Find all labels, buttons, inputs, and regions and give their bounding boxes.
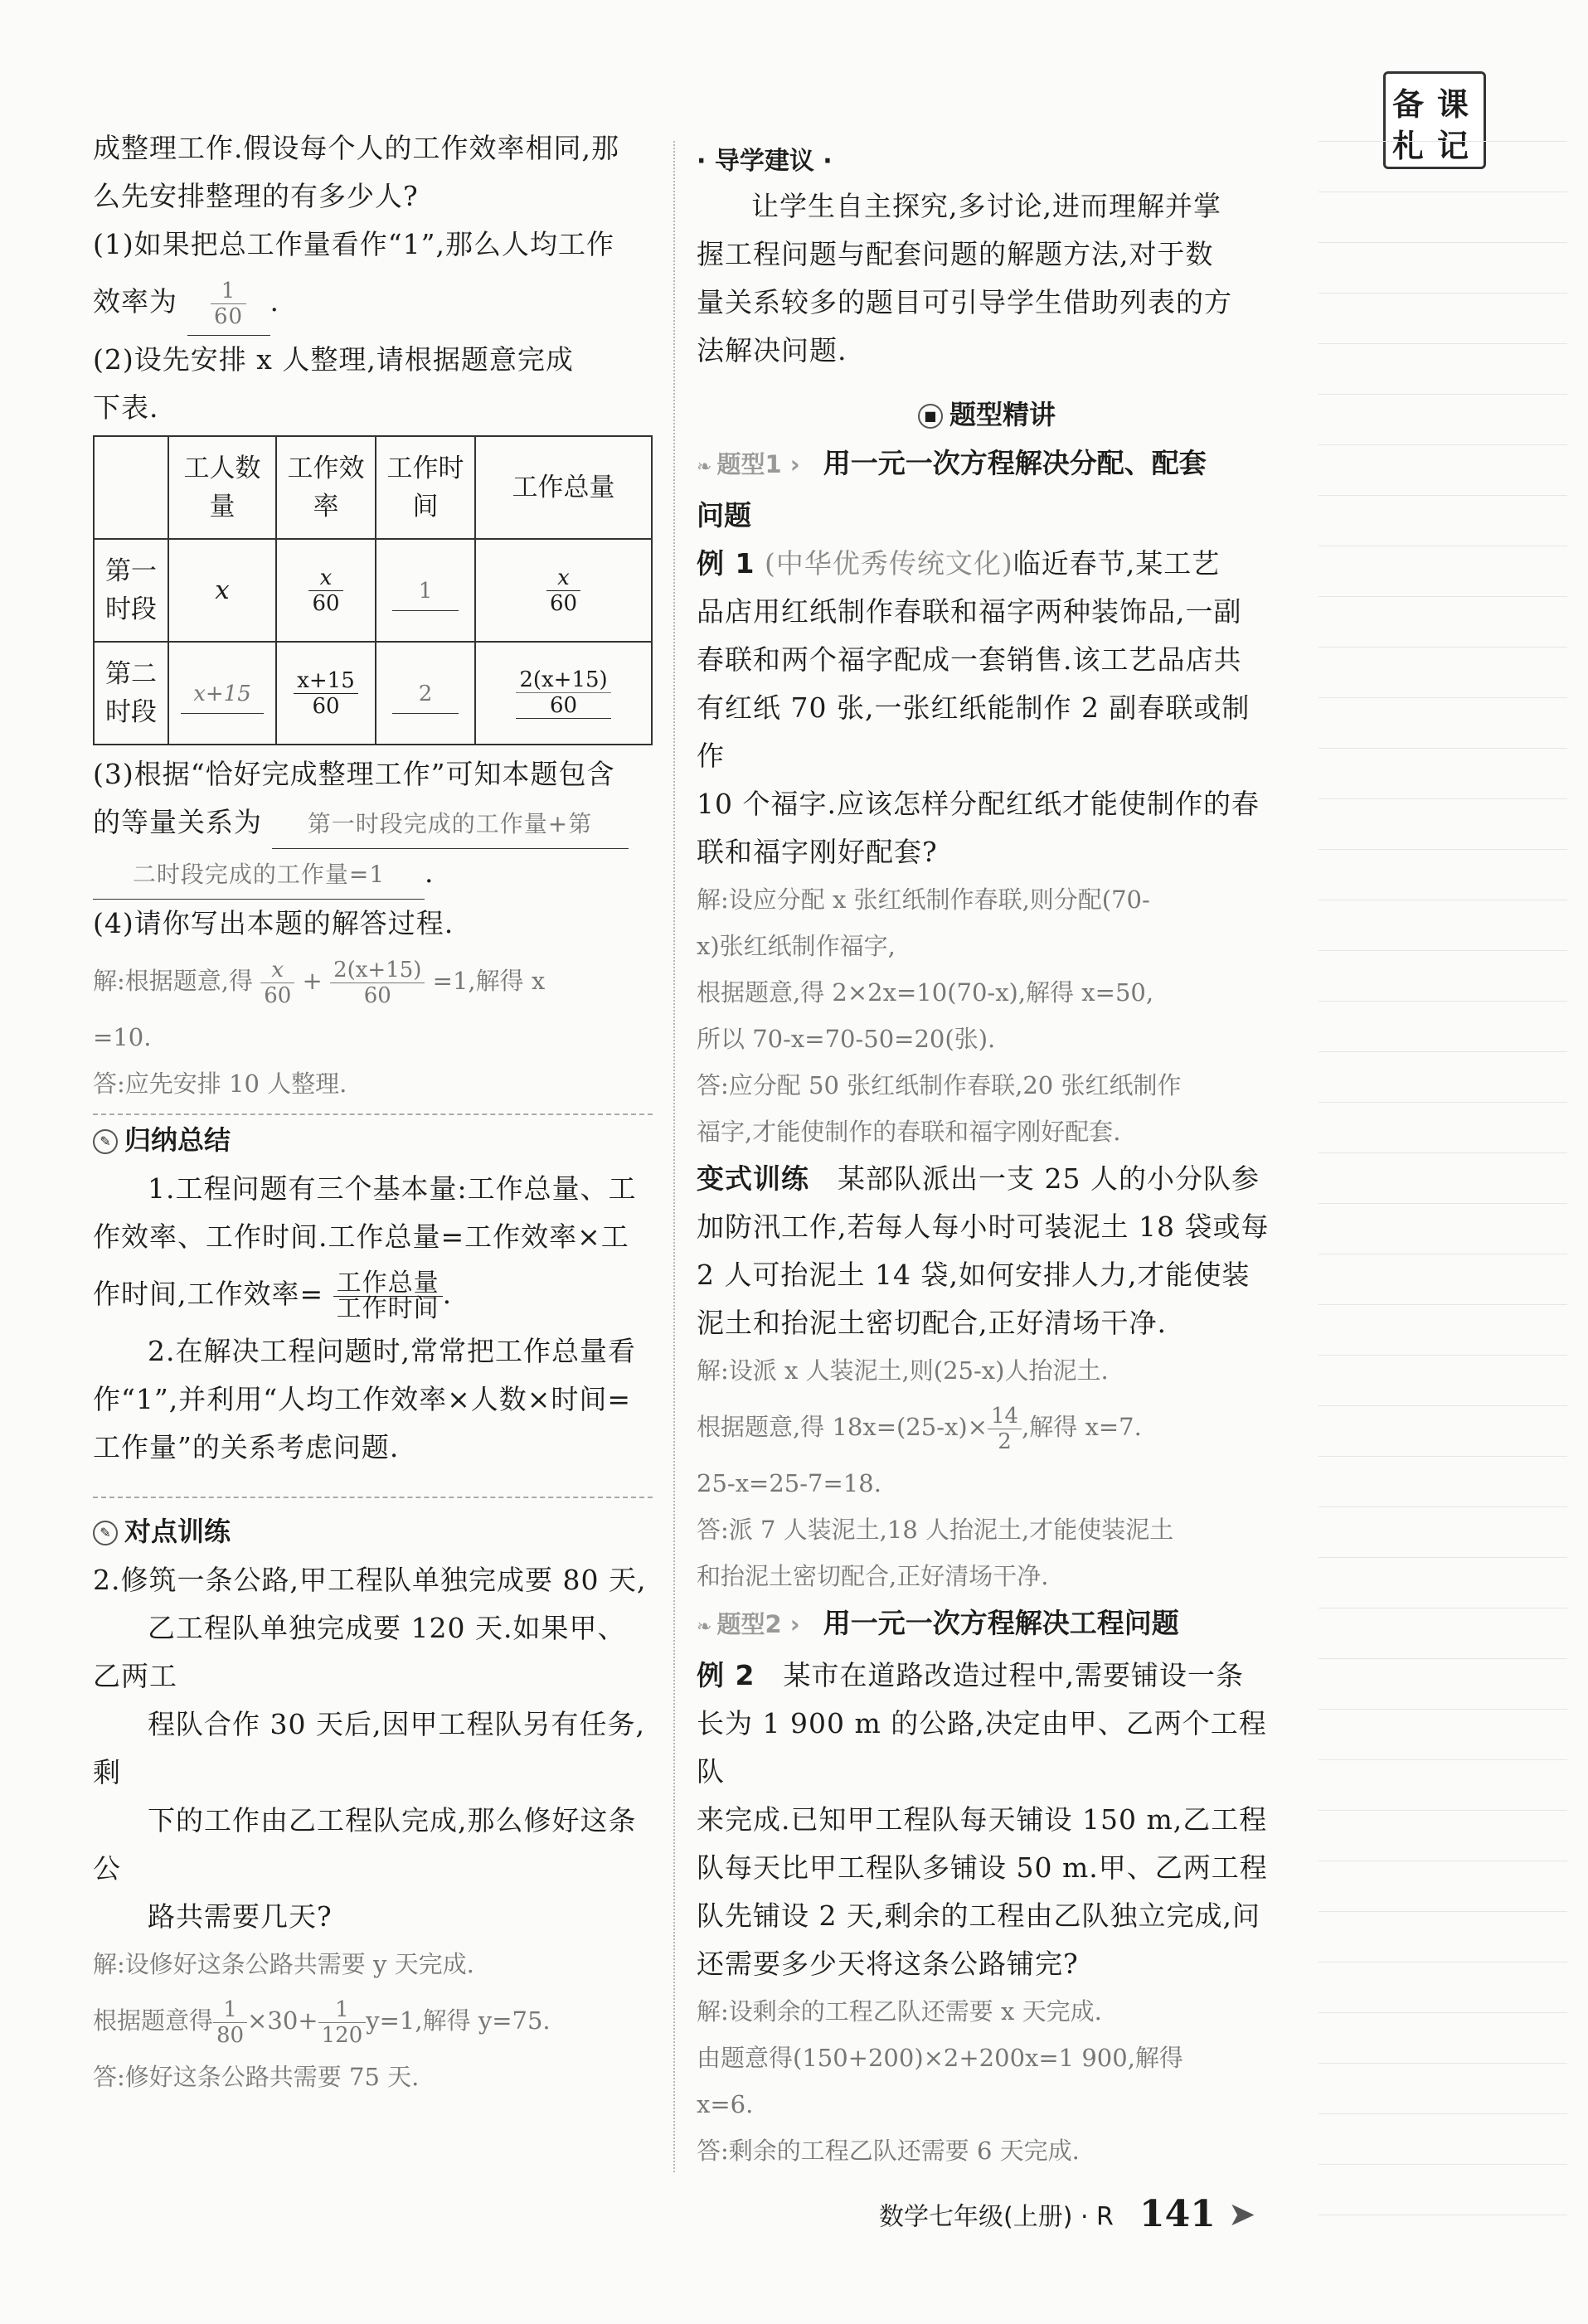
stamp-char: 记 (1437, 128, 1469, 164)
table-header: 工作总量 (475, 436, 652, 539)
example-1-line: 10 个福字.应该怎样分配红纸才能使制作的春 (697, 788, 1260, 820)
variant-line: 2 人可抬泥土 14 袋,如何安排人力,才能使装 (697, 1259, 1250, 1291)
note-line (1318, 749, 1567, 799)
summary-line: 1.工程问题有三个基本量:工作总量、工 (148, 1172, 637, 1205)
note-line (1318, 294, 1567, 344)
note-line (1318, 1204, 1567, 1254)
solution-line: 根据题意,得 2×2x=10(70-x),解得 x=50, (697, 978, 1154, 1007)
variant-line: 泥土和抬泥土密切配合,正好清场干净. (697, 1307, 1167, 1339)
answer-blank (187, 269, 270, 336)
solution-line: 答:派 7 人装泥土,18 人抬泥土,才能使装泥土 (697, 1516, 1174, 1544)
answer-blank: 第一时段完成的工作量+第 (272, 800, 629, 849)
table-cell: x (168, 539, 276, 642)
stamp-char: 备 (1392, 86, 1425, 123)
summary-line: 作时间,工作效率= $\frac{\text{工作总量}}{\text{工作时间}}$ . (93, 1268, 453, 1323)
note-line (1318, 1710, 1567, 1760)
main-column (697, 141, 1277, 2174)
example-2-line: 队先铺设 2 天,剩余的工程由乙队独立完成,问 (697, 1899, 1260, 1932)
question-3: (3)根据“恰好完成整理工作”可知本题包含 (93, 758, 615, 790)
practice-line: 2.修筑一条公路,甲工程队单独完成要 80 天, (93, 1564, 647, 1596)
solution-line: 答:剩余的工程乙队还需要 6 天完成. (697, 2137, 1080, 2165)
note-line (1318, 951, 1567, 1002)
note-line (1318, 1254, 1567, 1305)
note-line (1318, 2064, 1567, 2114)
question-1-cont: 效率为 $\frac{1}{60}$ . (93, 269, 653, 336)
type-tag: ❧ 题型2 › (697, 1610, 800, 1638)
summary-line: 作“1”,并利用“人均工作效率×人数×时间= (93, 1383, 632, 1415)
note-line (1318, 344, 1567, 395)
summary-line: 作效率、工作时间.工作总量=工作效率×工 (93, 1220, 629, 1253)
note-line (1318, 445, 1567, 496)
note-line (1318, 91, 1567, 142)
section-icon: ■ (918, 404, 943, 429)
note-line (1318, 142, 1567, 192)
table-header-row (94, 436, 652, 539)
answer-blank: 1 (392, 572, 459, 611)
solution-line: 答:应分配 50 张红纸制作春联,20 张红纸制作 (697, 1071, 1182, 1099)
solution-line: x)张红纸制作福字, (697, 932, 896, 960)
practice-line: 乙工程队单独完成要 120 天.如果甲、乙两工 (93, 1612, 626, 1692)
solution-line: 解:设剩余的工程乙队还需要 x 天完成. (697, 1997, 1102, 2026)
example-2-line: 长为 1 900 m 的公路,决定由甲、乙两个工程队 (697, 1707, 1267, 1788)
note-line (1318, 850, 1567, 900)
guide-line: 握工程问题与配套问题的解题方法,对于数 (697, 238, 1214, 270)
table-cell (376, 539, 475, 642)
practice-line: 下的工作由乙工程队完成,那么修好这条公 (93, 1804, 637, 1885)
answer-blank: x+15 (181, 675, 264, 714)
type-1-header-cont: 问题 (697, 499, 751, 531)
example-2-line: 还需要多少天将这条公路铺完? (697, 1948, 1079, 1980)
solution-line: 解:设派 x 人装泥土,则(25-x)人抬泥土. (697, 1356, 1109, 1385)
note-line (1318, 2013, 1567, 2064)
page-number: 141 (1139, 2193, 1216, 2235)
solution-line: x=6. (697, 2090, 754, 2118)
stamp-char: 札 (1392, 128, 1425, 164)
note-line (1318, 2114, 1567, 2165)
question-2-cont: 下表. (93, 391, 159, 424)
note-line (1318, 1760, 1567, 1811)
pencil-icon: ✎ (93, 1521, 118, 1545)
left-column (93, 124, 653, 2100)
summary-title: ✎ 归纳总结 (93, 1113, 653, 1165)
answer-blank: 二时段完成的工作量=1 (93, 851, 425, 900)
note-line (1318, 1912, 1567, 1963)
solution-line: 由题意得(150+200)×2+200x=1 900,解得 (697, 2044, 1183, 2072)
stamp-char: 课 (1437, 86, 1469, 123)
note-line (1318, 1457, 1567, 1507)
note-line (1318, 1406, 1567, 1457)
note-line (1318, 192, 1567, 243)
table-cell (376, 642, 475, 745)
note-line (1318, 496, 1567, 546)
note-line (1318, 1103, 1567, 1153)
solution-line: 根据题意得 $\frac{1}{80}$ ×30+ $\frac{1}{120}$ y=1,解得 y=75. (93, 1997, 551, 2048)
solution-line: 解:根据题意,得 $\frac{x}{60}$ + $\frac{2(x+15)}{60}$ =1,解得 x (93, 957, 546, 1008)
guide-title: · 导学建议 · (697, 147, 833, 176)
example-1: 例 1 (中华优秀传统文化)临近春节,某工艺 (697, 547, 1221, 580)
row-label: 第二时段 (94, 642, 168, 745)
fraction: $\frac{1}{60}$ (211, 279, 246, 329)
variant-line: 加防汛工作,若每人每小时可装泥土 18 袋或每 (697, 1211, 1270, 1243)
note-line (1318, 1861, 1567, 1912)
book-title: 数学七年级(上册) · R (879, 2202, 1114, 2232)
note-line (1318, 1558, 1567, 1608)
solution-line: 所以 70-x=70-50=20(张). (697, 1025, 996, 1053)
table-header: 工作时间 (376, 436, 475, 539)
example-1-line: 春联和两个福字配成一套销售.该工艺品店共 (697, 643, 1242, 676)
question-1: (1)如果把总工作量看作“1”,那么人均工作 (93, 228, 614, 260)
table-row (94, 642, 652, 745)
variant-training: 变式训练 某部队派出一支 25 人的小分队参 (697, 1162, 1260, 1195)
table-header: 工人数量 (168, 436, 276, 539)
column-divider (673, 141, 675, 2172)
example-1-line: 联和福字刚好配套? (697, 836, 938, 868)
answer-blank: 2 (392, 675, 459, 714)
solution-line: 答:修好这条公路共需要 75 天. (93, 2063, 420, 2091)
summary-line: 2.在解决工程问题时,常常把工作总量看 (148, 1335, 636, 1367)
leaf-icon: ❧ (697, 457, 712, 478)
question-4: (4)请你写出本题的解答过程. (93, 907, 454, 939)
solution-line: 福字,才能使制作的春联和福字刚好配套. (697, 1118, 1121, 1146)
solution-line: 25-x=25-7=18. (697, 1469, 881, 1497)
type-2-header: ❧ 题型2 › 用一元一次方程解决工程问题 (697, 1599, 1277, 1652)
note-line (1318, 1659, 1567, 1710)
question-3-cont: 二时段完成的工作量=1 . (93, 849, 653, 900)
solution-line: 解:设应分配 x 张红纸制作春联,则分配(70- (697, 885, 1150, 914)
note-line (1318, 1963, 1567, 2013)
practice-line: 程队合作 30 天后,因甲工程队另有任务,剩 (93, 1708, 645, 1788)
example-2: 例 2 某市在道路改造过程中,需要铺设一条 (697, 1659, 1244, 1691)
pencil-icon: ✎ (93, 1129, 118, 1154)
table-cell: $\frac{x+15}{60}$ (276, 642, 376, 745)
example-2-line: 队每天比甲工程队多铺设 50 m.甲、乙两工程 (697, 1851, 1268, 1884)
intro-line: 成整理工作.假设每个人的工作效率相同,那 (93, 132, 619, 164)
note-line (1318, 1507, 1567, 1558)
note-line (1318, 648, 1567, 698)
guide-line: 法解决问题. (697, 334, 847, 366)
note-line (1318, 597, 1567, 648)
note-line (1318, 243, 1567, 294)
note-line (1318, 698, 1567, 749)
summary-line: 工作量”的关系考虑问题. (93, 1431, 400, 1463)
note-line (1318, 1305, 1567, 1356)
table-cell: $\frac{x}{60}$ (475, 539, 652, 642)
question-2: (2)设先安排 x 人整理,请根据题意完成 (93, 343, 574, 376)
example-1-line: 有红纸 70 张,一张红纸能制作 2 副春联或制作 (697, 691, 1250, 772)
table-cell (168, 642, 276, 745)
table-row (94, 539, 652, 642)
row-label: 第一时段 (94, 539, 168, 642)
note-line (1318, 1002, 1567, 1052)
question-3-cont: 的等量关系为 第一时段完成的工作量+第 (93, 798, 653, 849)
note-line (1318, 1356, 1567, 1406)
arrow-deco-icon: ➤ (1227, 2195, 1256, 2234)
note-line (1318, 1811, 1567, 1861)
note-line (1318, 799, 1567, 850)
page-footer (879, 2193, 1255, 2235)
notes-area (1318, 91, 1567, 2181)
practice-title: ✎ 对点训练 (93, 1497, 653, 1556)
solution-line: 和抬泥土密切配合,正好清场干净. (697, 1562, 1049, 1590)
guide-line: 量关系较多的题目可引导学生借助列表的方 (697, 286, 1232, 318)
section-title: ■ 题型精讲 (697, 390, 1277, 439)
practice-line: 路共需要几天? (148, 1900, 333, 1933)
note-line (1318, 2165, 1567, 2215)
solution-line: 解:设修好这条公路共需要 y 天完成. (93, 1950, 474, 1978)
example-2-line: 来完成.已知甲工程队每天铺设 150 m,乙工程 (697, 1803, 1268, 1836)
note-line (1318, 1052, 1567, 1103)
table-cell: $\frac{2(x+15)}{60}$ (475, 642, 652, 745)
work-table (93, 435, 653, 745)
solution-line: 答:应先安排 10 人整理. (93, 1070, 347, 1098)
note-line (1318, 900, 1567, 951)
solution-line: =10. (93, 1023, 152, 1051)
note-line (1318, 1608, 1567, 1659)
note-line (1318, 1153, 1567, 1204)
table-cell: $\frac{x}{60}$ (276, 539, 376, 642)
note-line (1318, 546, 1567, 597)
type-1-header: ❧ 题型1 › 用一元一次方程解决分配、配套 (697, 439, 1277, 492)
table-header: 工作效率 (276, 436, 376, 539)
leaf-icon: ❧ (697, 1617, 712, 1637)
type-tag: ❧ 题型1 › (697, 450, 800, 478)
guide-line: 让学生自主探究,多讨论,进而理解并掌 (751, 190, 1221, 222)
example-1-line: 品店用红纸制作春联和福字两种装饰品,一副 (697, 595, 1242, 628)
note-line (1318, 395, 1567, 445)
solution-line: 根据题意,得 18x=(25-x)× $\frac{14}{2}$ ,解得 x=7. (697, 1403, 1142, 1454)
intro-line: 么先安排整理的有多少人? (93, 180, 419, 212)
